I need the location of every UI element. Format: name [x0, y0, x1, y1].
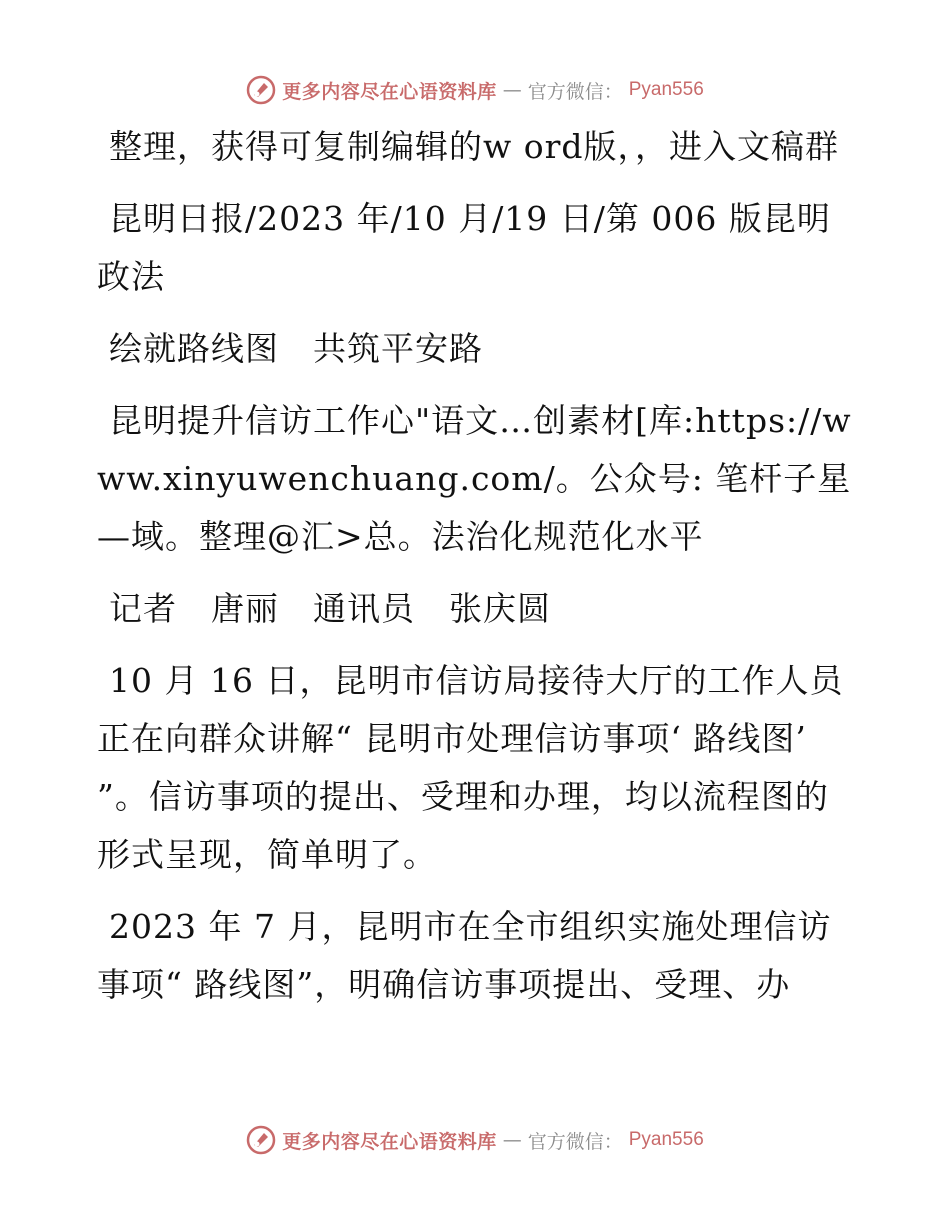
logo-icon	[246, 75, 276, 105]
article-title: 绘就路线图 共筑平安路	[109, 329, 483, 368]
paragraph-body-2: 2023 年 7 月，昆明市在全市组织实施处理信访事项“ 路线图”，明确信访事项提出、受理、办	[97, 907, 832, 1004]
banner-separator: —	[502, 79, 522, 101]
banner-wechat-label: 官方微信：	[527, 80, 623, 103]
banner-wechat-label: 官方微信：	[527, 1130, 623, 1153]
banner-title: 更多内容尽在心语资料库	[282, 80, 497, 103]
header-banner	[0, 70, 950, 110]
byline: 记者 唐丽 通讯员 张庆圆	[109, 589, 551, 628]
banner-title: 更多内容尽在心语资料库	[282, 1130, 497, 1153]
banner-separator: —	[502, 1129, 522, 1151]
banner-wechat-id: Pyan556	[628, 79, 704, 100]
article-subtitle: 昆明提升信访工作心"语文…创素材[库:https://www.xinyuwenchuang.com/。公众号: 笔杆子星—域。整理@汇>总。法治化规范化水平	[97, 401, 852, 556]
document-body	[97, 118, 857, 1028]
logo-icon	[246, 1125, 276, 1155]
banner	[246, 75, 704, 105]
paragraph-source: 昆明日报/2023 年/10 月/19 日/第 006 版昆明政法	[97, 199, 831, 296]
paragraph-intro: 整理，获得可复制编辑的w ord版，，进入文稿群	[109, 127, 840, 166]
paragraph-body-1: 10 月 16 日，昆明市信访局接待大厅的工作人员正在向群众讲解“ 昆明市处理信访事项‘ 路线图’ ”。信访事项的提出、受理和办理，均以流程图的形式呈现，简单明了。	[97, 661, 844, 874]
banner-wechat-id: Pyan556	[628, 1129, 704, 1150]
banner	[246, 1125, 704, 1155]
footer-banner	[0, 1120, 950, 1160]
